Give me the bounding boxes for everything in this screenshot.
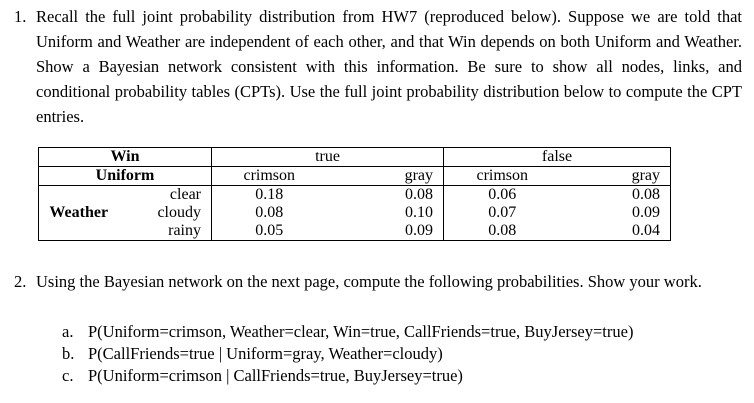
item-label: b. xyxy=(62,344,75,363)
probability-cell: 0.06 xyxy=(488,186,517,203)
probability-cell: 0.18 xyxy=(255,186,284,203)
table-row xyxy=(39,222,671,241)
table-header-win-row xyxy=(39,148,671,167)
item-text: P(CallFriends=true | Uniform=gray, Weather=cloudy) xyxy=(88,344,443,363)
probability-cell: 0.08 xyxy=(561,186,671,205)
list-item xyxy=(62,343,633,365)
list-item xyxy=(62,365,633,387)
probability-cell: 0.10 xyxy=(327,204,444,222)
win-label: Win xyxy=(39,148,212,167)
question-1 xyxy=(14,4,742,129)
probability-cell: 0.08 xyxy=(444,222,561,241)
list-item xyxy=(62,321,633,343)
question-2 xyxy=(14,269,742,294)
probability-cell: 0.08 xyxy=(255,204,284,221)
joint-probability-table xyxy=(38,147,671,241)
probability-cell: 0.09 xyxy=(327,222,444,241)
question-2-items xyxy=(62,321,633,387)
uniform-value: gray xyxy=(561,167,671,186)
probability-cell: 0.04 xyxy=(561,222,671,241)
table-row xyxy=(39,186,671,205)
uniform-label: Uniform xyxy=(39,167,212,186)
item-label: c. xyxy=(62,366,74,385)
weather-label: Weather xyxy=(39,186,119,241)
probability-cell: 0.05 xyxy=(212,222,327,241)
uniform-value: gray xyxy=(327,167,444,186)
probability-cell: 0.09 xyxy=(561,204,671,222)
item-text: P(Uniform=crimson, Weather=clear, Win=true, CallFriends=true, BuyJersey=true) xyxy=(88,322,634,341)
weather-value: cloudy xyxy=(119,204,212,222)
uniform-value: crimson xyxy=(212,167,327,186)
probability-cell: 0.08 xyxy=(327,186,444,205)
item-text: P(Uniform=crimson | CallFriends=true, BuyJersey=true) xyxy=(88,366,463,385)
table-row xyxy=(39,204,671,222)
probability-cell: 0.07 xyxy=(488,204,517,221)
item-label: a. xyxy=(62,322,74,341)
win-false-header: false xyxy=(444,148,671,167)
question-2-number: 2. xyxy=(14,272,27,291)
question-1-number: 1. xyxy=(14,7,27,26)
question-2-text: Using the Bayesian network on the next page, compute the following probabilities. Show your work. xyxy=(36,272,702,291)
win-true-header: true xyxy=(212,148,444,167)
table-header-uniform-row xyxy=(39,167,671,186)
question-1-text: Recall the full joint probability distribution from HW7 (reproduced below). Suppose we are told that Uniform and Weather are independent of each other, and that Win depends on both Uniform and Weather. Show a Bayesian network consistent with this information. Be sure to show all nodes, links, and conditional probability tables (CPTs). Use the full joint probability distribution below to compute the CPT entries. xyxy=(36,7,742,126)
weather-value: rainy xyxy=(119,222,212,241)
uniform-value: crimson xyxy=(444,167,561,186)
weather-value: clear xyxy=(119,186,212,205)
